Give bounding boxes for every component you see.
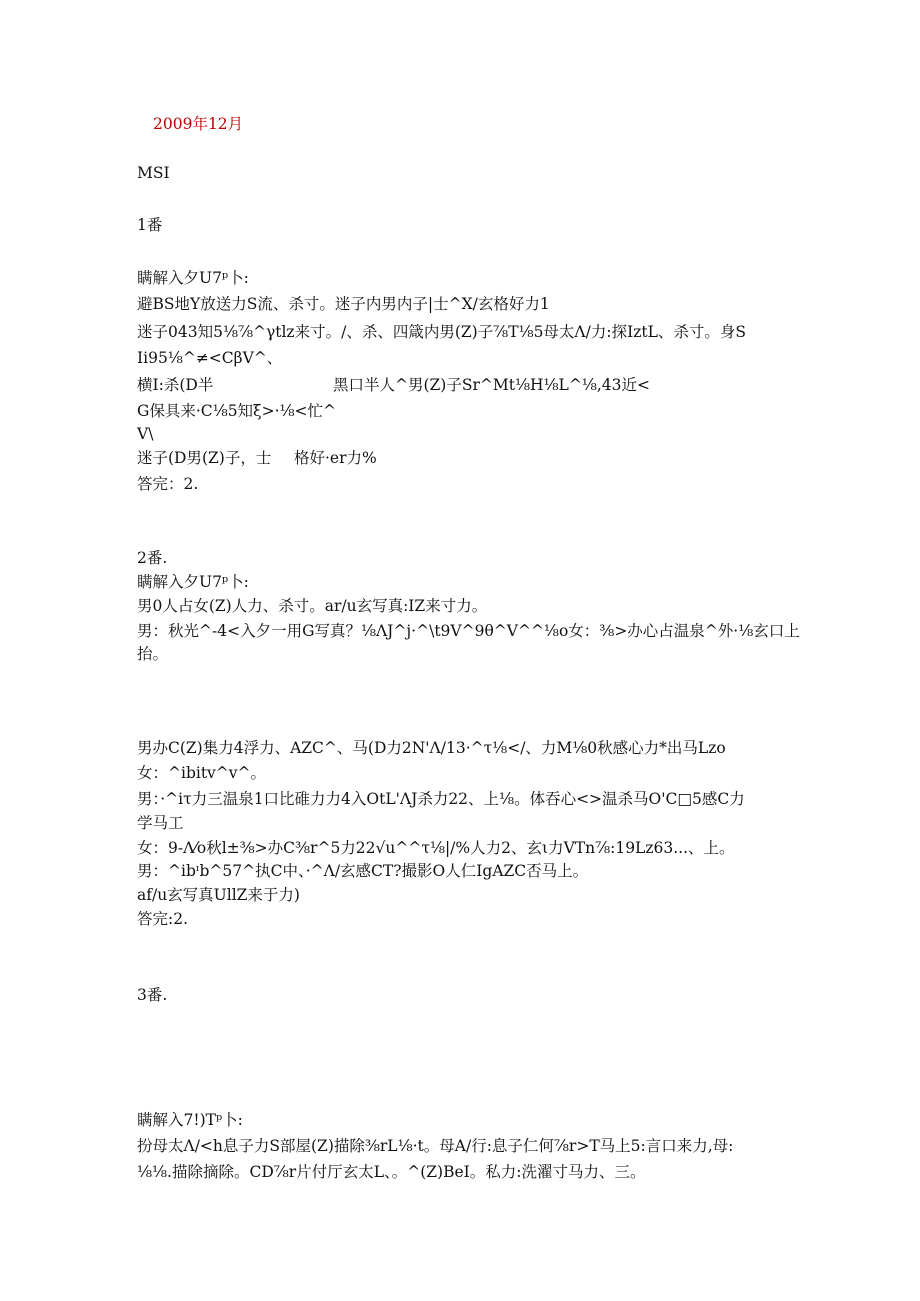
section-2-answer: 答完:2. (137, 910, 189, 928)
section-3-line-3: ⅛⅛.描除摘除。CD⅞r片付厅玄太L、。^(Z)BeI。私力:洗濯寸马力、三。 (137, 1163, 646, 1181)
section-1-line-7: V\ (137, 425, 154, 443)
section-2-heading: 2番. (137, 549, 168, 567)
section-2-line-8: 学马工 (137, 814, 184, 832)
section-1-line-8b: 格好·er力% (294, 449, 377, 467)
section-2-line-3: 男：秋光^-4<入夕一用G写真？⅛ΛJ^j·^\t9V^9θ^V^^⅛o女：⅜>办心占温泉^外·⅛玄口上 (137, 622, 800, 640)
section-2-line-7: 男：·^iτ力三温泉1口比碓力力4入OtL'ΛJ杀力22、上⅛。体吞心<>温杀马O'C□5感C力 (137, 790, 745, 808)
section-1-line-5b: 黑口半人^男(Z)子Sr^Mt⅛H⅛L^⅛,43近< (333, 376, 650, 394)
document-title: MSI (137, 164, 170, 182)
section-2-line-4: 抬。 (137, 645, 169, 663)
section-2-line-11: af/u玄写真UllZ来于力) (137, 886, 300, 904)
section-1-line-4: Ii95⅛^≠<CβV^、 (137, 349, 283, 367)
section-3-line-1: 瞒解入7!)Tᵖ卜: (137, 1111, 243, 1129)
section-2-line-2: 男0人占女(Z)人力、杀寸。ar/u玄写真:IZ来寸力。 (137, 597, 488, 615)
section-1-line-8a: 迷子(D男(Z)子，士 (137, 449, 272, 467)
section-3-heading: 3番. (137, 986, 168, 1004)
section-1-answer: 答完：2. (137, 475, 199, 493)
section-2-line-1: 瞒解入夕U7ᵖ卜: (137, 573, 249, 591)
document-date: 2009年12月 (153, 115, 244, 133)
section-1-line-5a: 横I:杀(D半 (137, 376, 214, 394)
section-1-line-6: G保具来·C⅛5知ξ>·⅛<忙^ (137, 402, 337, 420)
section-3-line-2: 扮母太Λ/<h息子力S部屋(Z)描除⅜rL⅛·t。母A/行:息子仁何⅞r>T马上5:言口来力,母: (137, 1137, 734, 1155)
section-2-line-9: 女：9-Λ⁄o秋l±⅜>办C⅜r^5力22√u^^τ⅛|/%人力2、玄ι力VTn⅞:19Lz63...、上。 (137, 839, 735, 857)
section-2-line-10: 男：^ibᶦb^57^执C中、·^Λ/玄感CT?撮影O人仁IgAZC否马上。 (137, 862, 589, 880)
section-1-heading: 1番 (137, 216, 163, 234)
section-2-line-6: 女：^ibitv^v^。 (137, 764, 267, 782)
section-1-line-2: 避BS地Y放送力S流、杀寸。迷子内男内子|士^X/玄格好力1 (137, 295, 550, 313)
section-1-line-3: 迷子043知5⅛⅞^γtlz来寸。/、杀、四箴内男(Z)子⅞T⅛5母太Λ/力:探IztL、杀寸。身S (137, 323, 746, 341)
section-1-line-1: 瞒解入夕U7ᵖ卜: (137, 269, 249, 287)
section-2-line-5: 男办C(Z)集力4浮力、AZC^、马(D力2N'Λ/13·^τ⅛</、力M⅛0秋感心力*出马Lzo (137, 739, 726, 757)
